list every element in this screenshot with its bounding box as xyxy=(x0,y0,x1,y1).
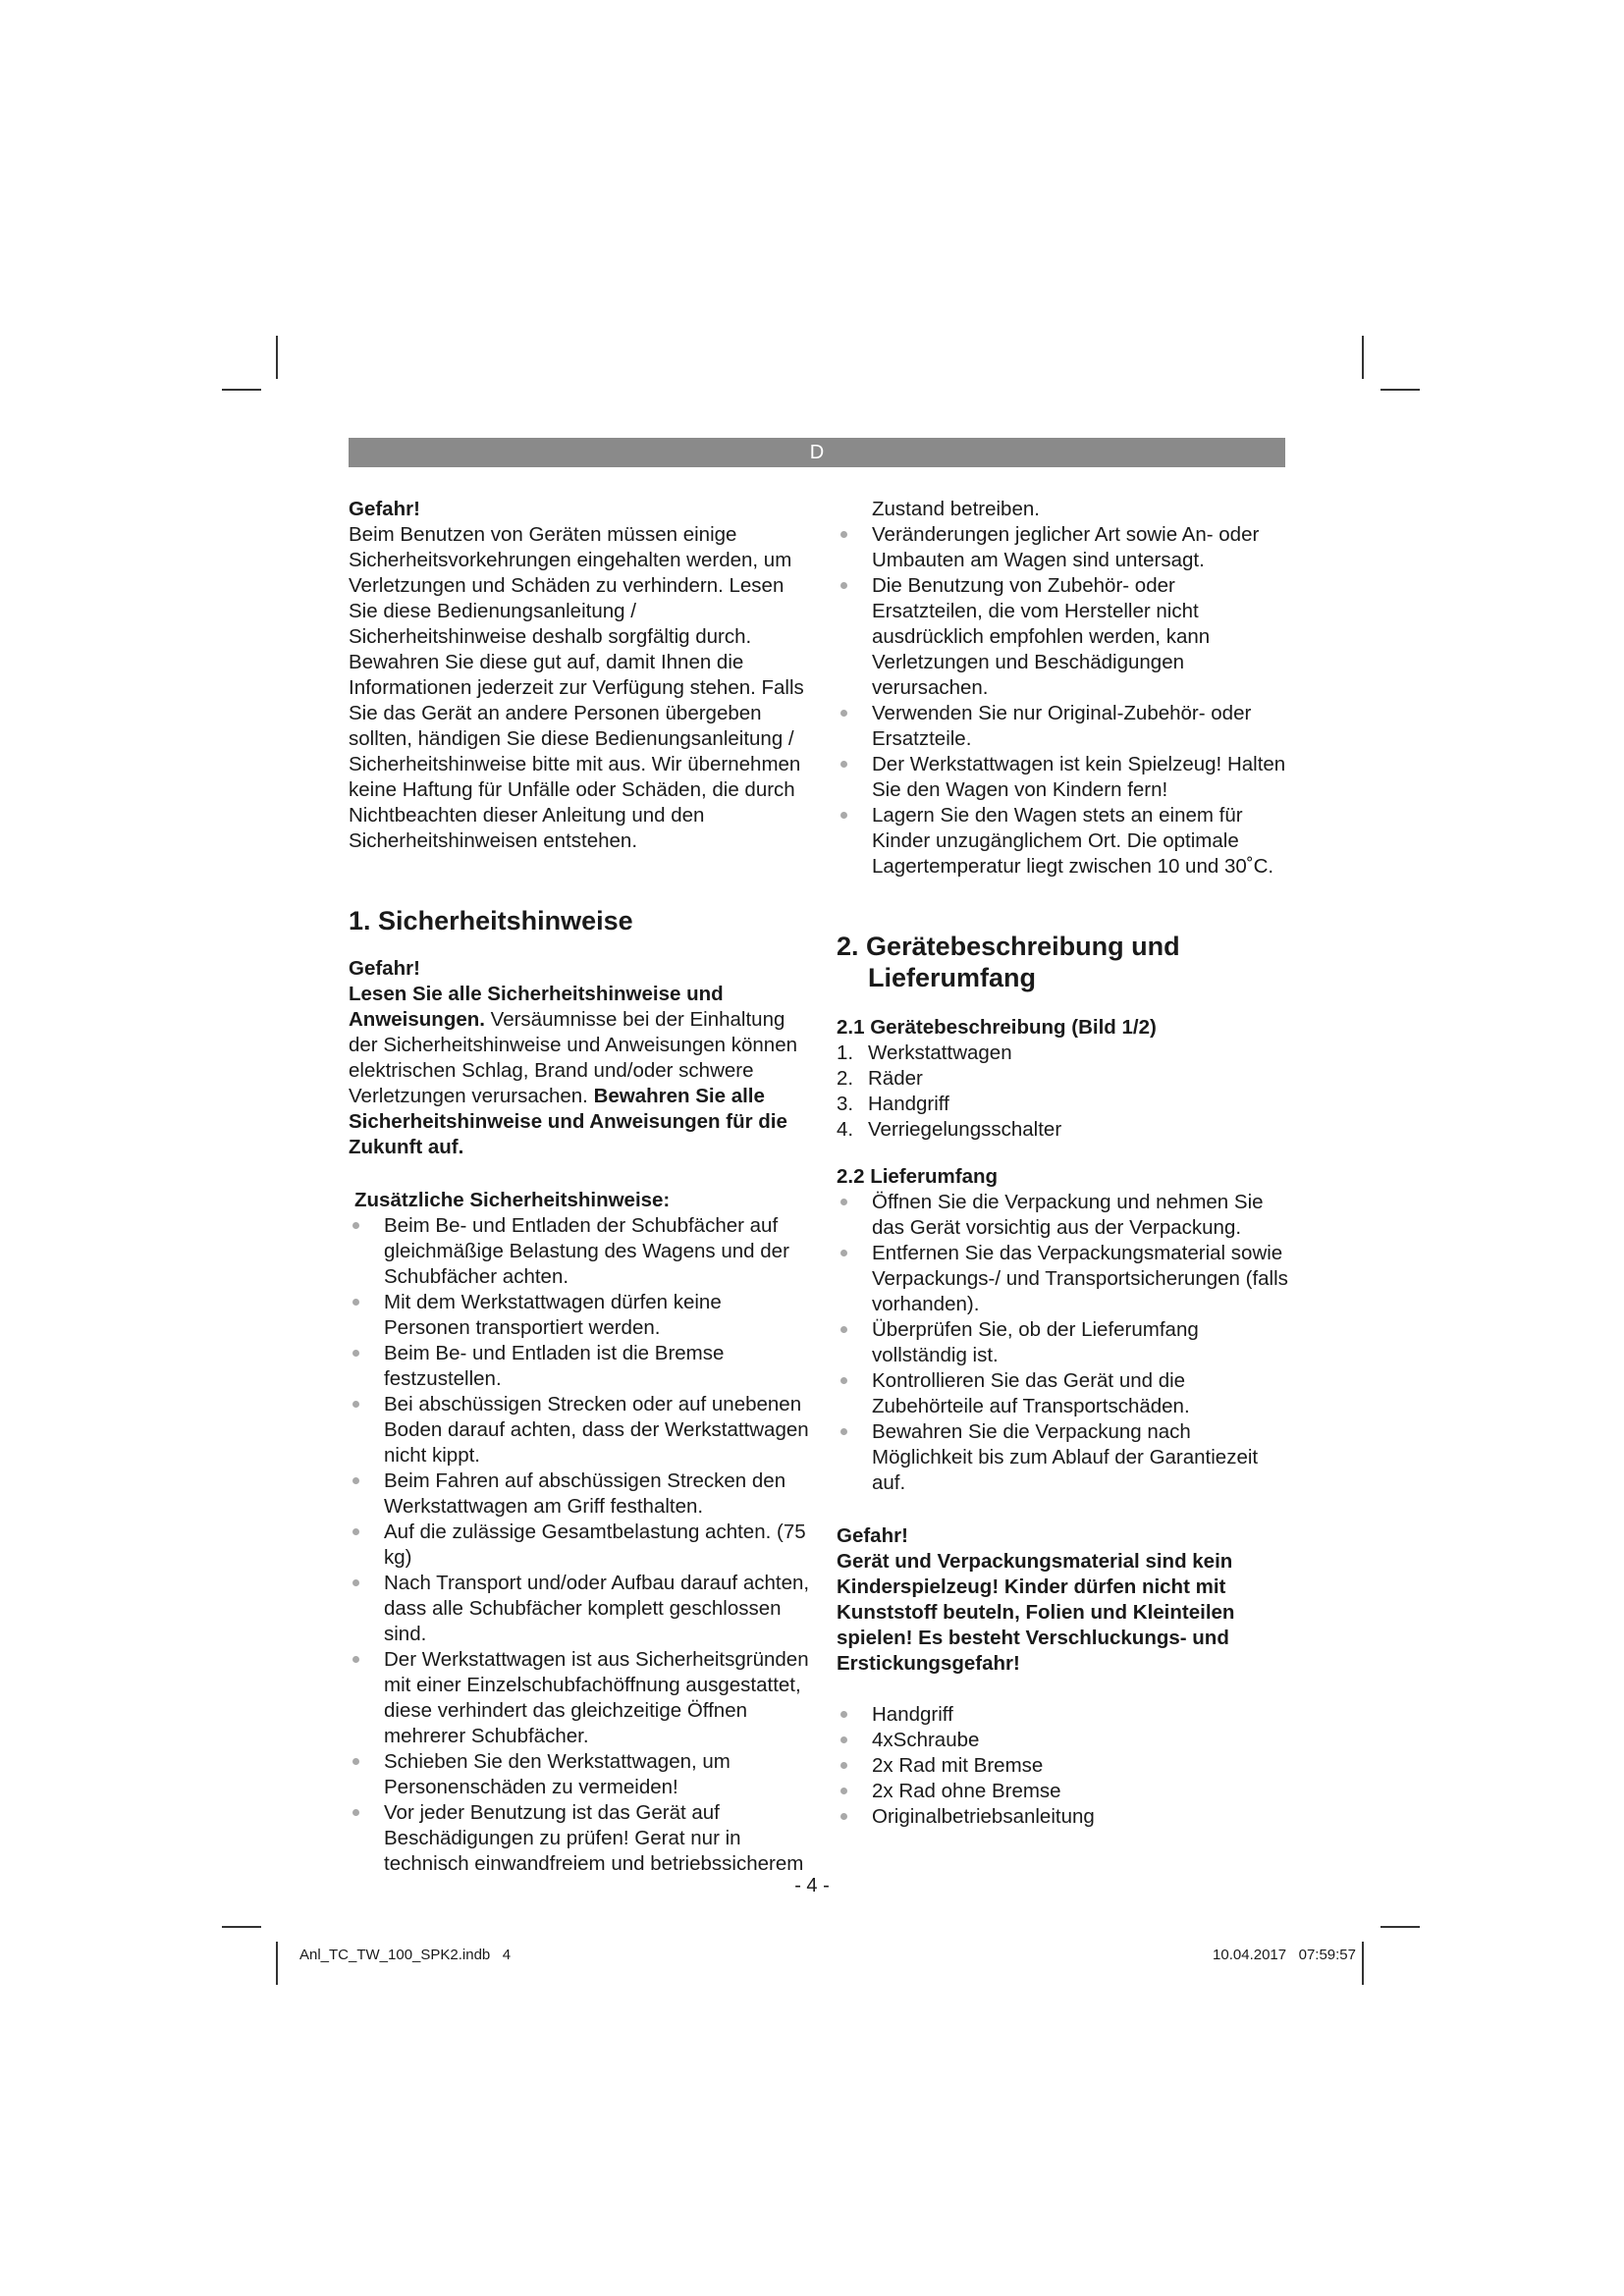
section1-warning-title: Gefahr! xyxy=(349,957,420,980)
crop-mark xyxy=(1380,1926,1420,1928)
section1-bold-tail: Bewahren Sie alle Sicherheitshinweise und Anweisungen für die Zukunft auf. xyxy=(349,1085,787,1158)
crop-mark xyxy=(1380,389,1420,391)
right-column xyxy=(837,491,1288,1830)
list-item: Mit dem Werkstattwagen dürfen keine Personen transportiert werden. xyxy=(349,1290,810,1341)
part-number: 4. xyxy=(837,1118,854,1141)
list-item: Beim Be- und Entladen ist die Bremse festzustellen. xyxy=(349,1341,810,1392)
list-item: Der Werkstattwagen ist aus Sicherheitsgründen mit einer Einzelschubfachöffnung ausgestattet, diese verhindert das gleichzeitige Öffnen mehrerer Schubfächer. xyxy=(349,1647,810,1749)
list-item xyxy=(837,1117,1288,1143)
list-item: Verwenden Sie nur Original-Zubehör- oder Ersatzteile. xyxy=(837,701,1288,752)
list-item xyxy=(837,1066,1288,1092)
additional-safety-title: Zusätzliche Sicherheitshinweise: xyxy=(354,1189,671,1211)
list-item: Bei abschüssigen Strecken oder auf unebenen Boden darauf achten, dass der Werkstattwagen nicht kippt. xyxy=(349,1392,810,1468)
section1-warning-paragraph xyxy=(349,982,810,1160)
section1-bold-lead: Lesen Sie alle Sicherheitshinweise und Anweisungen. xyxy=(349,983,724,1031)
list-item: Vor jeder Benutzung ist das Gerät auf Beschädigungen zu prüfen! Gerat nur in technisch einwandfreiem und betriebssicherem xyxy=(349,1800,810,1877)
section2-warning-title: Gefahr! xyxy=(837,1524,908,1547)
crop-mark xyxy=(1362,1942,1364,1985)
crop-mark xyxy=(222,1926,261,1928)
list-item: Entfernen Sie das Verpackungsmaterial sowie Verpackungs-/ und Transportsicherungen (falls vorhanden). xyxy=(837,1241,1288,1317)
list-item: Beim Be- und Entladen der Schubfächer auf gleichmäßige Belastung des Wagens und der Schubfächer achten. xyxy=(349,1213,810,1290)
section1-normal-text: Versäumnisse bei der Einhaltung der Sicherheitshinweise und Anweisungen können elektrischen Schlag, Brand und/oder schwere Verletzungen verursachen. xyxy=(349,1008,798,1107)
list-item: 2x Rad mit Bremse xyxy=(837,1753,1288,1779)
subsection-2-2-title: 2.2 Lieferumfang xyxy=(837,1165,999,1188)
part-label: Handgriff xyxy=(868,1093,949,1115)
continuation-text: Zustand betreiben. xyxy=(872,498,1040,520)
crop-mark xyxy=(276,336,278,379)
intro-warning-text: Beim Benutzen von Geräten müssen einige Sicherheitsvorkehrungen eingehalten werden, um Verletzungen und Schäden zu verhindern. Lesen Sie diese Bedienungsanleitung / Sicherheitshinweise deshalb sorgfältig durch. Bewahren Sie diese gut auf, damit Ihnen die Informationen jederzeit zur Verfügung stehen. Falls Sie das Gerät an andere Personen übergeben sollten, händigen Sie diese Bedienungsanleitung / Sicherheitshinweise bitte mit aus. Wir übernehmen keine Haftung für Unfälle oder Schäden, die durch Nichtbeachten dieser Anleitung und den Sicherheitshinweisen entstehen. xyxy=(349,523,804,852)
language-label: D xyxy=(809,442,825,463)
section1-title: Sicherheitshinweise xyxy=(378,906,633,935)
part-number: 2. xyxy=(837,1067,854,1090)
subsection-2-1-title: 2.1 Gerätebeschreibung (Bild 1/2) xyxy=(837,1016,1157,1039)
section2-title-line2: Lieferumfang xyxy=(868,963,1037,992)
list-item: Überprüfen Sie, ob der Lieferumfang vollständig ist. xyxy=(837,1317,1288,1368)
part-label: Verriegelungsschalter xyxy=(868,1118,1062,1141)
part-label: Werkstattwagen xyxy=(868,1041,1012,1064)
list-item: Die Benutzung von Zubehör- oder Ersatzteilen, die vom Hersteller nicht ausdrücklich empfohlen werden, kann Verletzungen und Beschädigungen verursachen. xyxy=(837,573,1288,701)
print-file-name: Anl_TC_TW_100_SPK2.indb 4 xyxy=(299,1947,512,1963)
section1-heading xyxy=(349,905,810,936)
list-item: Auf die zulässige Gesamtbelastung achten. (75 kg) xyxy=(349,1520,810,1571)
additional-safety-list xyxy=(349,1213,810,1877)
list-item: Der Werkstattwagen ist kein Spielzeug! Halten Sie den Wagen von Kindern fern! xyxy=(837,752,1288,803)
crop-mark xyxy=(222,389,261,391)
list-item: Handgriff xyxy=(837,1702,1288,1728)
page-number: - 4 - xyxy=(794,1875,830,1896)
crop-mark xyxy=(276,1942,278,1985)
part-number: 3. xyxy=(837,1093,854,1115)
list-item: Lagern Sie den Wagen stets an einem für Kinder unzugänglichem Ort. Die optimale Lagertemperatur liegt zwischen 10 und 30˚C. xyxy=(837,803,1288,880)
list-item: Kontrollieren Sie das Gerät und die Zubehörteile auf Transportschäden. xyxy=(837,1368,1288,1419)
parts-list xyxy=(837,1041,1288,1143)
list-item: Beim Fahren auf abschüssigen Strecken den Werkstattwagen am Griff festhalten. xyxy=(349,1468,810,1520)
list-item: Schieben Sie den Werkstattwagen, um Personenschäden zu vermeiden! xyxy=(349,1749,810,1800)
part-number: 1. xyxy=(837,1041,854,1064)
language-header-bar xyxy=(349,438,1285,467)
part-label: Räder xyxy=(868,1067,923,1090)
delivery-contents-list xyxy=(837,1702,1288,1830)
delivery-steps-list xyxy=(837,1190,1288,1496)
list-item xyxy=(837,1092,1288,1117)
intro-warning-title: Gefahr! xyxy=(349,498,420,520)
section2-warning-text: Gerät und Verpackungsmaterial sind kein Kinderspielzeug! Kinder dürfen nicht mit Kunststoff beuteln, Folien und Kleinteilen spielen! Es besteht Verschluckungs- und Erstickungsgefahr! xyxy=(837,1550,1235,1675)
section2-heading xyxy=(837,931,1288,993)
safety-continuation-list xyxy=(837,522,1288,880)
section2-title-line1: Gerätebeschreibung und xyxy=(866,932,1180,961)
print-timestamp: 10.04.2017 07:59:57 xyxy=(1213,1947,1356,1963)
list-item: Veränderungen jeglicher Art sowie An- oder Umbauten am Wagen sind untersagt. xyxy=(837,522,1288,573)
list-item xyxy=(837,1041,1288,1066)
section2-number: 2. xyxy=(837,932,859,961)
list-item: 4xSchraube xyxy=(837,1728,1288,1753)
list-item: 2x Rad ohne Bremse xyxy=(837,1779,1288,1804)
list-item: Bewahren Sie die Verpackung nach Möglichkeit bis zum Ablauf der Garantiezeit auf. xyxy=(837,1419,1288,1496)
left-column xyxy=(349,491,810,1877)
list-item: Originalbetriebsanleitung xyxy=(837,1804,1288,1830)
section1-number: 1. xyxy=(349,906,371,935)
list-item: Öffnen Sie die Verpackung und nehmen Sie das Gerät vorsichtig aus der Verpackung. xyxy=(837,1190,1288,1241)
crop-mark xyxy=(1362,336,1364,379)
list-item: Nach Transport und/oder Aufbau darauf achten, dass alle Schubfächer komplett geschlossen sind. xyxy=(349,1571,810,1647)
